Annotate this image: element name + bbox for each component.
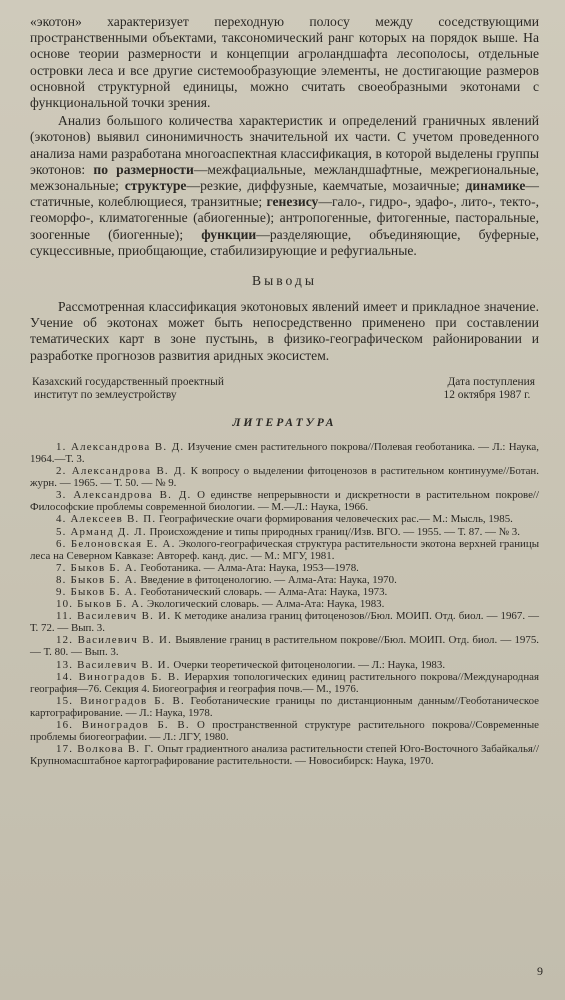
reference-item: 16. Виноградов Б. В. О пространственной структуре растительного покрова//Современные проблемы биогеографии. — Л.: ЛГУ, 1980.: [30, 719, 539, 744]
reference-item: 8. Быков Б. А. Введение в фитоценологию. — Алма-Ата: Наука, 1970.: [56, 573, 397, 586]
reference-item: 11. Василевич В. И. К методике анализа границ фитоценозов//Бюл. МОИП. Отд. биол. — 1967. — Т. 72. — Вып. 3.: [30, 610, 539, 635]
classification-text-4: —статичные, колеблющиеся, транзитные;: [30, 178, 539, 210]
reference-item: 14. Виноградов Б. В. Иерархия топологических единиц растительного покрова//Международная география—76. Секция 4. Биогеография и география почв.— М., 1976.: [30, 670, 540, 695]
reference-item: 15. Виноградов Б. В. Геоботанические границы по дистанционным данным//Геоботаническое картографирование. — Л.: Наука, 1978.: [30, 694, 540, 719]
reference-item: 4. Алексеев В. П. Географические очаги формирования человеческих рас.— М.: Мысль, 1985.: [56, 513, 513, 526]
conclusions-paragraph: Рассмотренная классификация экотоновых явлений имеет и прикладное значение. Учение об экотонах может быть непосредственно применено при составлении тематических карт в зоне пустынь, в физико-географическом районировании и разработке прогнозов развития аридных экосистем.: [30, 299, 539, 363]
reference-item: 7. Быков Б. А. Геоботаника. — Алма-Ата: Наука, 1953—1978.: [56, 561, 359, 574]
reference-item: 12. Василевич В. И. Выявление границ в растительном покрове//Бюл. МОИП. Отд. биол. — 1975. — Т. 80. — Вып. 3.: [30, 634, 539, 659]
reference-item: 5. Арманд Д. Л. Происхождение и типы природных границ//Изв. ВГО. — 1955. — Т. 87. — № 3.: [56, 525, 520, 538]
classification-term-dimension: по размерности: [93, 161, 194, 177]
classification-term-dynamics: динамике: [465, 178, 526, 194]
reference-item: 13. Василевич В. И. Очерки теоретической фитоценологии. — Л.: Наука, 1983.: [56, 658, 446, 671]
reference-item: 1. Александрова В. Д. Изучение смен растительного покрова//Полевая геоботаника. — Л.: Наука, 1964.—Т. 3.: [30, 440, 539, 465]
classification-text-3: —резкие, диффузные, каемчатые, мозаичные;: [186, 178, 466, 194]
reference-item: 3. Александрова В. Д. О единстве непрерывности и дискретности в растительном покрове//Философские проблемы современной биологии. — М.—Л.: Наука, 1966.: [30, 489, 539, 514]
reference-item: 6. Белоновская Е. А. Эколого-географическая структура растительности экотона верхней границы леса на Северном Кавказе: Автореф. канд. дис. — М.: МГУ, 1981.: [30, 537, 540, 562]
institution: [30, 376, 224, 402]
received-date-label: Дата поступления: [447, 375, 535, 388]
classification-term-genesis: генезису: [266, 194, 319, 210]
classification-term-function: функции: [201, 226, 257, 242]
intro-paragraph-1: «экотон» характеризует переходную полосу между соседствующими пространственными объектами, таксономический ранг которых на порядок выше. На основе теории размерности и концепции агроландшафта лесополосы, отдельные островки леса и все другие системообразующие элементы, не достигающие размеров основной структурной единицы, можно считать своеобразными экотонами с функциональной точки зрения.: [30, 14, 539, 111]
affiliation-block: [30, 376, 539, 402]
conclusions-heading: Выводы: [252, 273, 317, 289]
classification-text-1: Анализ большого количества характеристик и определений граничных явлений (экотонов) выявил синонимичность значительной их части. С учетом проведенного анализа нами разработана многоаспектная классификация, в которой выделены группы экотонов:: [30, 113, 539, 177]
institution-line-2: институт по землеустройству: [34, 388, 177, 401]
institution-line-1: Казахский государственный проектный: [32, 375, 224, 388]
classification-text-6: —разделяющие, объединяющие, буферные, сукцессивные, приобщающие, стабилизирующие и рефугиальные.: [30, 226, 539, 258]
literature-heading: ЛИТЕРАТУРА: [232, 415, 337, 429]
reference-item: 17. Волкова В. Г. Опыт градиентного анализа растительности степей Юго-Восточного Забайкалья//Крупномасштабное картографирование растительности. — Новосибирск: Наука, 1970.: [30, 743, 539, 768]
classification-text-5: —гало-, гидро-, эдафо-, лито-, текто-, геоморфо-, климатогенные (абиогенные); антропогенные, фитогенные, пасторальные, зоогенные (биогенные);: [30, 194, 539, 242]
classification-term-structure: структуре: [124, 178, 187, 194]
reference-item: 10. Быков Б. А. Экологический словарь. — Алма-Ата: Наука, 1983.: [56, 598, 385, 611]
classification-text-2: —межфациальные, межландшафтные, межрегиональные, межзональные;: [30, 161, 540, 194]
received-date-value: 12 октября 1987 г.: [443, 388, 531, 401]
reference-list: [30, 441, 539, 768]
received-date: [444, 376, 539, 402]
reference-item: 2. Александрова В. Д. К вопросу о выделении фитоценозов в растительном континууме//Ботан. журн. — 1965. — Т. 50. — № 9.: [30, 465, 539, 490]
reference-item: 9. Быков Б. А. Геоботанический словарь. — Алма-Ата: Наука, 1973.: [56, 585, 388, 598]
page-number: 9: [537, 964, 543, 978]
classification-paragraph: [30, 113, 539, 259]
